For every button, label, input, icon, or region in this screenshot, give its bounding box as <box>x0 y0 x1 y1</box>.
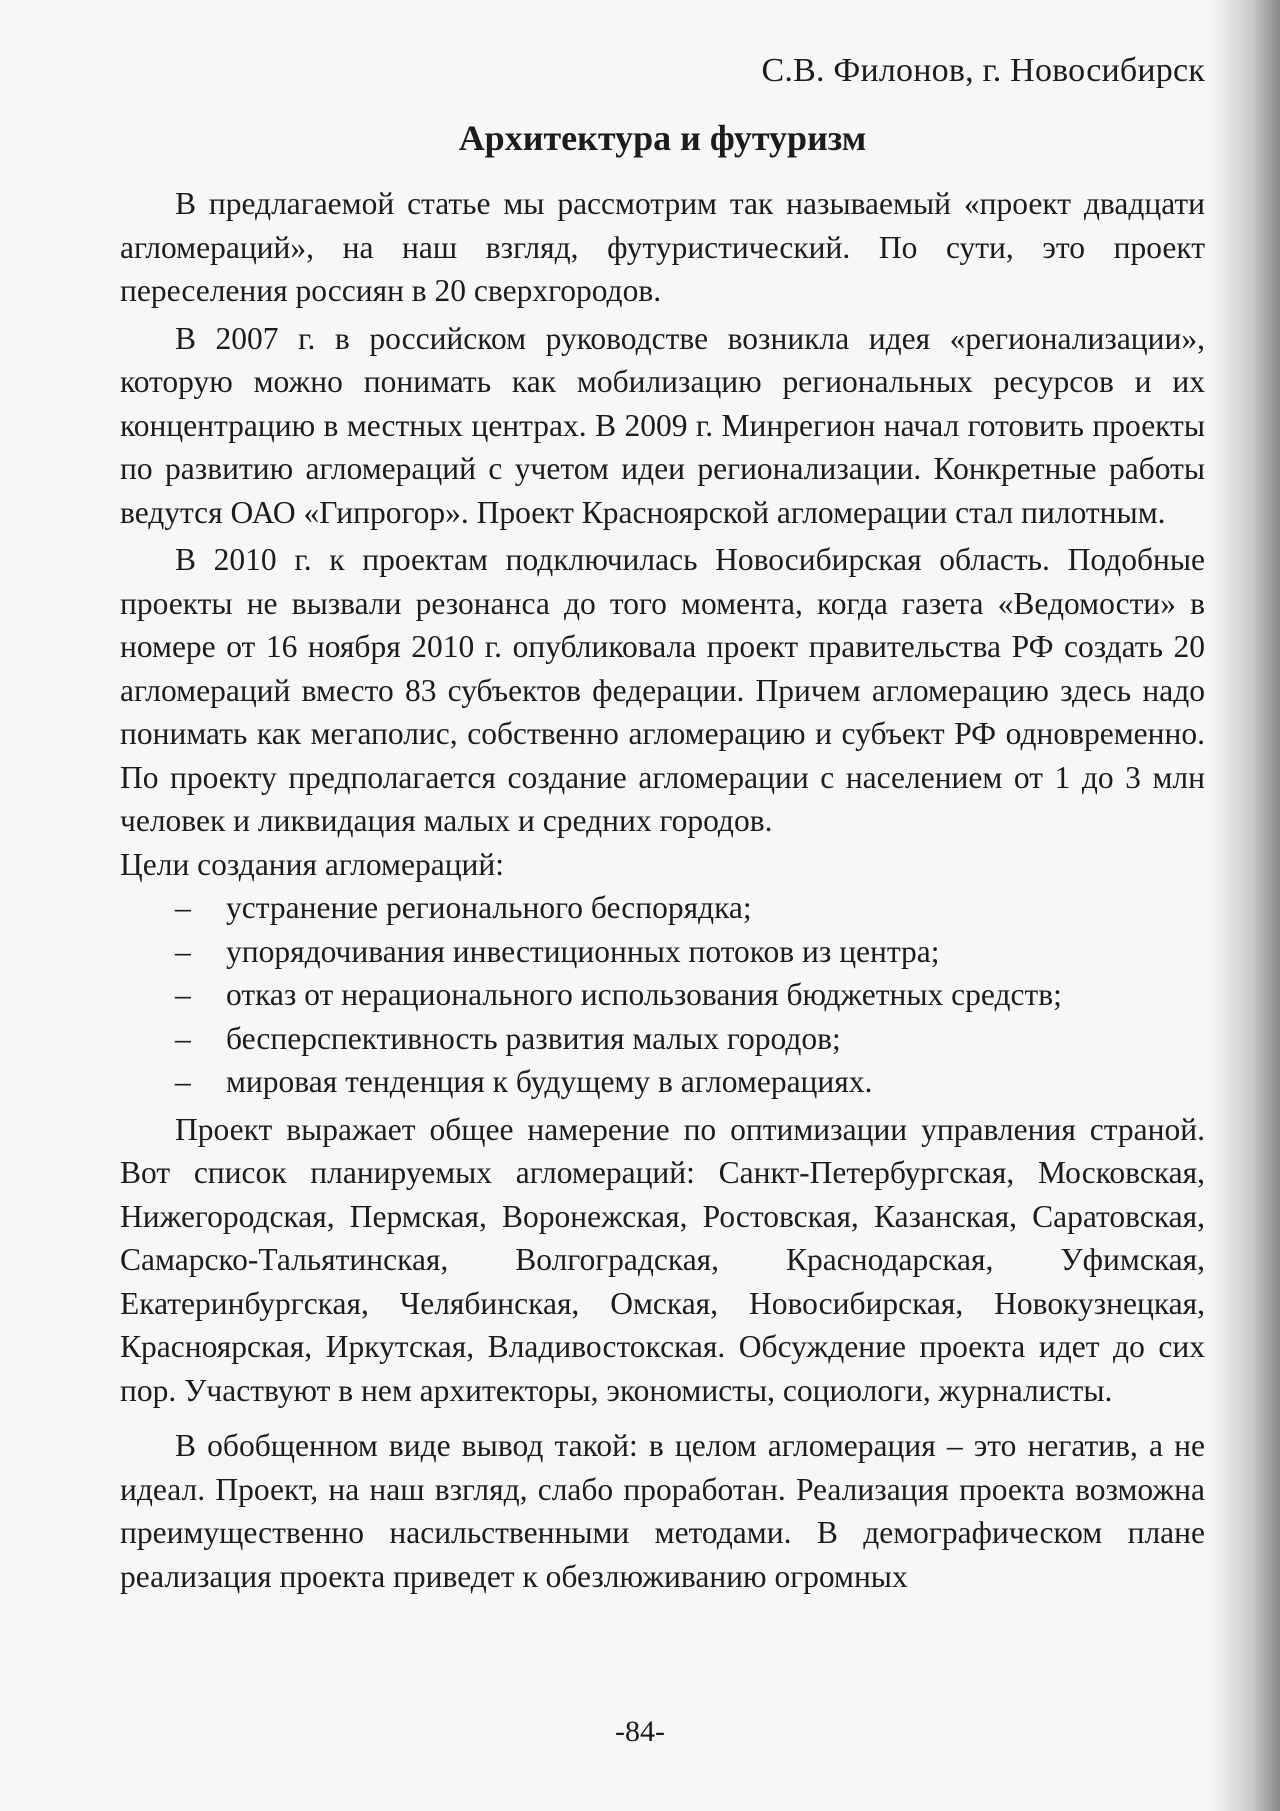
page-edge-shadow <box>1210 0 1280 1811</box>
paragraph-agglomerations-list: Проект выражает общее намерение по оптимизации управления страной. Вот список планируемых агломераций: Санкт-Петербургская, Московская, Нижегородская, Пермская, Воронежская, Ростовская, Казанская, Саратовская, Самарско-Тальятинская, Волгоградская, Краснодарская, Уфимская, Екатеринбургская, Челябинская, Омская, Новосибирская, Новокузнецкая, Красноярская, Иркутская, Владивостокская. Обсуждение проекта идет до сих пор. Участвуют в нем архитекторы, экономисты, социологи, журналисты. <box>120 1111 1205 1408</box>
list-item <box>120 886 1205 930</box>
list-item-text: упорядочивания инвестиционных потоков из центра; <box>226 933 940 969</box>
list-item <box>120 1060 1205 1104</box>
goals-list <box>120 886 1205 1104</box>
author-line: С.В. Филонов, г. Новосибирск <box>761 52 1205 89</box>
list-item <box>120 973 1205 1017</box>
paragraph-regionalization: В 2007 г. в российском руководстве возникла идея «регионализации», которую можно понимать как мобилизацию региональных ресурсов и их концентрацию в местных центрах. В 2009 г. Минрегион начал готовить проекты по развитию агломераций с учетом идеи регионализации. Конкретные работы ведутся ОАО «Гипрогор». Проект Красноярской агломерации стал пилотным. <box>120 320 1205 530</box>
dash-bullet: – <box>175 1020 191 1056</box>
dash-bullet: – <box>175 1064 191 1099</box>
list-item-text: отказ от нерационального использования бюджетных средств; <box>226 977 1062 1012</box>
list-item <box>120 1017 1205 1061</box>
dash-bullet: – <box>175 977 191 1012</box>
article-title: Архитектура и футуризм <box>458 118 867 158</box>
list-item-text: устранение регионального беспорядка; <box>226 890 752 925</box>
page-number: -84- <box>615 1715 665 1748</box>
dash-bullet: – <box>175 933 191 969</box>
list-item-text: мировая тенденция к будущему в агломерациях. <box>226 1064 873 1099</box>
paragraph-conclusion: В обобщенном виде вывод такой: в целом агломерация – это негатив, а не идеал. Проект, на наш взгляд, слабо проработан. Реализация проекта возможна преимущественно насильственными методами. В демографическом плане реализация проекта приведет к обезлюживанию огромных <box>120 1428 1205 1594</box>
dash-bullet: – <box>175 890 191 925</box>
paragraph-intro: В предлагаемой статье мы рассмотрим так называемый «проект двадцати агломераций», на наш взгляд, футуристический. По сути, это проект переселения россиян в 20 сверхгородов. <box>120 186 1205 308</box>
list-item-text: бесперспективность развития малых городов; <box>226 1020 841 1056</box>
page-content <box>120 48 1205 1602</box>
list-item <box>120 930 1205 974</box>
goals-intro: Цели создания агломераций: <box>120 846 505 882</box>
paragraph-novosibirsk: В 2010 г. к проектам подключилась Новосибирская область. Подобные проекты не вызвали резонанса до того момента, когда газета «Ведомости» в номере от 16 ноября 2010 г. опубликовала проект правительства РФ создать 20 агломераций вместо 83 субъектов федерации. Причем агломерацию здесь надо понимать как мегаполис, собственно агломерацию и субъект РФ одновременно. По проекту предполагается создание агломерации с населением от 1 до 3 млн человек и ликвидация малых и средних городов. <box>120 542 1205 838</box>
